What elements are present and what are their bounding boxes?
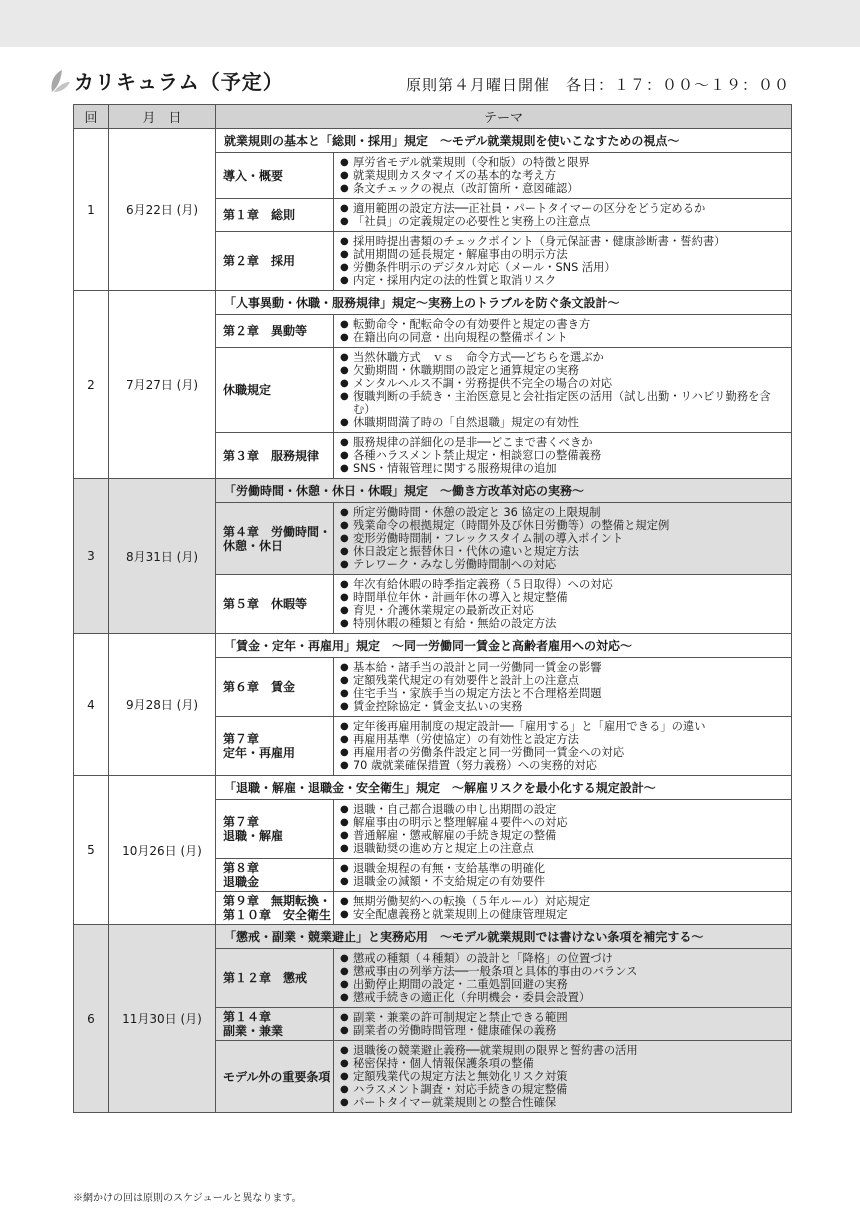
bullet-icon: ● (340, 1045, 349, 1056)
list-item (340, 816, 785, 829)
list-item (340, 862, 785, 875)
session-theme-heading: 「賃金・定年・再雇用」規定 ～同一労働同一賃金と高齢者雇用への対応～ (216, 634, 792, 658)
bullet-icon: ● (340, 618, 349, 629)
list-item-text: 副業者の労働時間管理・健康確保の義務 (353, 1024, 557, 1037)
chapter-name: モデル外の重要条項 (216, 1041, 334, 1113)
bullet-icon: ● (340, 378, 349, 389)
bullet-icon: ● (340, 1084, 349, 1095)
list-item-text: 懲戒手続きの適正化（弁明機会・委員会設置） (353, 991, 591, 1004)
bullet-icon: ● (340, 352, 349, 363)
list-item (340, 617, 785, 630)
list-item-text: 服務規律の詳細化の是非──どこまで書くべきか (353, 436, 593, 449)
bullet-icon: ● (340, 605, 349, 616)
chapter-items (334, 199, 792, 232)
chapter-items (334, 859, 792, 892)
list-item-text: 定額残業代の規定方法と無効化リスク対策 (353, 1070, 568, 1083)
list-item-text: 各種ハラスメント禁止規定・相談窓口の整備義務 (353, 449, 602, 462)
list-item (340, 1070, 785, 1083)
list-item-text: 就業規則カスタマイズの基本的な考え方 (353, 169, 557, 182)
list-item-text: 特別休暇の種類と有給・無給の設定方法 (353, 617, 557, 630)
list-item-text: 懲戒事由の列挙方法──一般条項と具体的事由のバランス (353, 965, 638, 978)
chapter-items (334, 800, 792, 859)
list-item (340, 895, 785, 908)
bullet-icon: ● (340, 592, 349, 603)
bullet-icon: ● (340, 1097, 349, 1108)
session-heading-row (74, 479, 792, 503)
bullet-icon: ● (340, 546, 349, 557)
bullet-icon: ● (340, 1025, 349, 1036)
session-date: 7月27日 (月) (109, 291, 216, 479)
list-item-text: 70 歳就業確保措置（努力義務）への実務的対応 (353, 759, 597, 772)
bullet-icon: ● (340, 662, 349, 673)
session-date: 6月22日 (月) (109, 129, 216, 291)
list-item (340, 591, 785, 604)
list-item-text: メンタルヘルス不調・労務提供不完全の場合の対応 (353, 377, 613, 390)
list-item-text: 安全配慮義務と就業規則上の健康管理規定 (353, 908, 568, 921)
list-item-text: 秘密保持・個人情報保護条項の整備 (353, 1057, 534, 1070)
list-item-text: 内定・採用内定の法的性質と取消リスク (353, 274, 557, 287)
bullet-icon: ● (340, 216, 349, 227)
list-item (340, 506, 785, 519)
list-item-text: 労働条件明示のデジタル対応（メール・SNS 活用） (353, 261, 616, 274)
session-theme-heading: 「人事異動・休職・服務規律」規定～実務上のトラブルを防ぐ条文設計～ (216, 291, 792, 315)
bullet-icon: ● (340, 275, 349, 286)
list-item-text: 副業・兼業の許可制規定と禁止できる範囲 (353, 1011, 568, 1024)
list-item-text: 懲戒の種類（４種類）の設計と「降格」の位置づけ (353, 952, 613, 965)
list-item (340, 156, 785, 169)
list-item-text: 普通解雇・懲戒解雇の手続き規定の整備 (353, 829, 557, 842)
chapter-items (334, 949, 792, 1008)
bullet-icon: ● (340, 675, 349, 686)
list-item (340, 377, 785, 390)
list-item (340, 558, 785, 571)
list-item (340, 331, 785, 344)
table-header-row (74, 105, 792, 129)
bullet-icon: ● (340, 319, 349, 330)
session-number: 2 (74, 291, 109, 479)
list-item (340, 169, 785, 182)
list-item-text: 変形労働時間制・フレックスタイム制の導入ポイント (353, 532, 624, 545)
list-item (340, 351, 785, 364)
chapter-name: 第７章 退職・解雇 (216, 800, 334, 859)
chapter-name: 第４章 労働時間・休憩・休日 (216, 503, 334, 575)
list-item-text: 復職判断の手続き・主治医意見と会社指定医の活用（試し出勤・リハビリ勤務を含む） (353, 390, 771, 416)
chapter-items (334, 232, 792, 291)
list-item-text: 採用時提出書類のチェックポイント（身元保証書・健康診断書・誓約書） (353, 235, 726, 248)
list-item-text: 再雇用基準（労使協定）の有効性と設定方法 (353, 733, 579, 746)
list-item-text: 在籍出向の同意・出向規程の整備ポイント (353, 331, 568, 344)
list-item (340, 364, 785, 377)
list-item (340, 1011, 785, 1024)
list-item-text: 条文チェックの視点（改訂箇所・意図確認） (353, 182, 579, 195)
list-item (340, 829, 785, 842)
list-item (340, 746, 785, 759)
chapter-name: 第９章 無期転換・第１０章 安全衛生 (216, 892, 334, 925)
column-header-date: 月 日 (109, 105, 216, 129)
chapter-items (334, 433, 792, 479)
session-number: 1 (74, 129, 109, 291)
bullet-icon: ● (340, 236, 349, 247)
chapter-name: 導入・概要 (216, 153, 334, 199)
bullet-icon: ● (340, 734, 349, 745)
session-date: 8月31日 (月) (109, 479, 216, 634)
list-item-text: 定額残業代規定の有効要件と設計上の注意点 (353, 674, 579, 687)
list-item-text: 所定労働時間・休憩の設定と 36 協定の上限規制 (353, 506, 601, 519)
list-item-text: 住宅手当・家族手当の規定方法と不合理格差問題 (353, 687, 602, 700)
list-item-text: 休日設定と振替休日・代休の違いと規定方法 (353, 545, 579, 558)
list-item (340, 436, 785, 449)
list-item (340, 248, 785, 261)
bullet-icon: ● (340, 804, 349, 815)
leaf-icon (48, 68, 72, 94)
session-theme-heading: 「退職・解雇・退職金・安全衛生」規定 ～解雇リスクを最小化する規定設計～ (216, 776, 792, 800)
session-number: 3 (74, 479, 109, 634)
bullet-icon: ● (340, 760, 349, 771)
chapter-items (334, 315, 792, 348)
list-item (340, 1057, 785, 1070)
bullet-icon: ● (340, 520, 349, 531)
bullet-icon: ● (340, 391, 349, 402)
list-item-text: 適用範囲の設定方法──正社員・パートタイマーの区分をどう定めるか (353, 202, 706, 215)
list-item-text: 解雇事由の明示と整理解雇４要件への対応 (353, 816, 568, 829)
list-item (340, 965, 785, 978)
list-item-text: 出勤停止期間の設定・二重処罰回避の実務 (353, 978, 568, 991)
page-header (48, 66, 790, 100)
list-item (340, 182, 785, 195)
chapter-name: 第１２章 懲戒 (216, 949, 334, 1008)
bullet-icon: ● (340, 332, 349, 343)
bullet-icon: ● (340, 830, 349, 841)
bullet-icon: ● (340, 365, 349, 376)
bullet-icon: ● (340, 992, 349, 1003)
session-date: 10月26日 (月) (109, 776, 216, 925)
list-item (340, 908, 785, 921)
session-heading-row (74, 925, 792, 949)
list-item-text: 定年後再雇用制度の規定設計──「雇用する」と「雇用できる」の違い (353, 720, 706, 733)
list-item (340, 545, 785, 558)
session-heading-row (74, 634, 792, 658)
list-item (340, 1044, 785, 1057)
list-item (340, 202, 785, 215)
list-item-text: 賃金控除協定・賃金支払いの実務 (353, 700, 523, 713)
bullet-icon: ● (340, 203, 349, 214)
list-item (340, 318, 785, 331)
list-item (340, 274, 785, 287)
footnote: ※網かけの回は原則のスケジュールと異なります。 (73, 1193, 302, 1204)
list-item-text: 再雇用者の労働条件設定と同一労働同一賃金への対応 (353, 746, 625, 759)
page-title: カリキュラム（予定） (74, 70, 284, 94)
chapter-name: 第７章 定年・再雇用 (216, 717, 334, 776)
bullet-icon: ● (340, 721, 349, 732)
chapter-items (334, 1041, 792, 1113)
top-band (0, 0, 860, 47)
bullet-icon: ● (340, 909, 349, 920)
session-number: 4 (74, 634, 109, 776)
bullet-icon: ● (340, 1012, 349, 1023)
list-item-text: ハラスメント調査・対応手続きの規定整備 (353, 1083, 568, 1096)
list-item (340, 261, 785, 274)
bullet-icon: ● (340, 170, 349, 181)
bullet-icon: ● (340, 1071, 349, 1082)
list-item (340, 215, 785, 228)
list-item (340, 661, 785, 674)
list-item (340, 449, 785, 462)
list-item-text: 時間単位年休・計画年休の導入と規定整備 (353, 591, 568, 604)
list-item-text: テレワーク・みなし労働時間制への対応 (353, 558, 557, 571)
chapter-name: 第３章 服務規律 (216, 433, 334, 479)
list-item-text: 残業命令の根拠規定（時間外及び休日労働等）の整備と規定例 (353, 519, 670, 532)
bullet-icon: ● (340, 863, 349, 874)
chapter-items (334, 1008, 792, 1041)
list-item-text: 試用期間の延長規定・解雇事由の明示方法 (353, 248, 568, 261)
bullet-icon: ● (340, 533, 349, 544)
session-heading-row (74, 291, 792, 315)
list-item (340, 416, 785, 429)
list-item (340, 604, 785, 617)
list-item (340, 720, 785, 733)
list-item-text: 退職勧奨の進め方と規定上の注意点 (353, 842, 534, 855)
chapter-name: 第８章 退職金 (216, 859, 334, 892)
chapter-items (334, 153, 792, 199)
list-item (340, 952, 785, 965)
bullet-icon: ● (340, 701, 349, 712)
schedule-note: 原則第４月曜日開催 各日：１７：００～１９：００ (405, 76, 790, 94)
bullet-icon: ● (340, 463, 349, 474)
bullet-icon: ● (340, 843, 349, 854)
curriculum-table (73, 104, 792, 1113)
session-date: 9月28日 (月) (109, 634, 216, 776)
chapter-name: 第２章 異動等 (216, 315, 334, 348)
list-item (340, 390, 785, 416)
bullet-icon: ● (340, 688, 349, 699)
bullet-icon: ● (340, 747, 349, 758)
list-item (340, 1096, 785, 1109)
list-item (340, 519, 785, 532)
bullet-icon: ● (340, 979, 349, 990)
list-item-text: 無期労働契約への転換（５年ルール）対応規定 (353, 895, 591, 908)
bullet-icon: ● (340, 559, 349, 570)
session-theme-heading: 「労働時間・休憩・休日・休暇」規定 ～働き方改革対応の実務～ (216, 479, 792, 503)
list-item-text: 退職後の競業避止義務──就業規則の限界と誓約書の活用 (353, 1044, 638, 1057)
list-item (340, 978, 785, 991)
session-heading-row (74, 776, 792, 800)
bullet-icon: ● (340, 437, 349, 448)
list-item (340, 842, 785, 855)
session-theme-heading: 「懲戒・副業・競業避止」と実務応用 ～モデル就業規則では書けない条項を補完する～ (216, 925, 792, 949)
bullet-icon: ● (340, 450, 349, 461)
bullet-icon: ● (340, 507, 349, 518)
chapter-items (334, 892, 792, 925)
list-item (340, 733, 785, 746)
column-header-number: 回 (74, 105, 109, 129)
bullet-icon: ● (340, 183, 349, 194)
list-item-text: 厚労省モデル就業規則（令和版）の特徴と限界 (353, 156, 590, 169)
column-header-theme: テーマ (216, 105, 792, 129)
chapter-items (334, 503, 792, 575)
list-item (340, 875, 785, 888)
list-item-text: SNS・情報管理に関する服務規律の追加 (353, 462, 557, 475)
chapter-items (334, 348, 792, 433)
bullet-icon: ● (340, 966, 349, 977)
bullet-icon: ● (340, 896, 349, 907)
list-item (340, 759, 785, 772)
bullet-icon: ● (340, 249, 349, 260)
list-item-text: 育児・介護休業規定の最新改正対応 (353, 604, 534, 617)
list-item-text: 退職・自己都合退職の申し出期間の設定 (353, 803, 557, 816)
list-item (340, 687, 785, 700)
bullet-icon: ● (340, 817, 349, 828)
session-heading-row (74, 129, 792, 153)
bullet-icon: ● (340, 579, 349, 590)
session-number: 6 (74, 925, 109, 1113)
list-item (340, 674, 785, 687)
list-item (340, 700, 785, 713)
list-item (340, 532, 785, 545)
bullet-icon: ● (340, 157, 349, 168)
bullet-icon: ● (340, 262, 349, 273)
list-item-text: 基本給・諸手当の設計と同一労働同一賃金の影響 (353, 661, 602, 674)
bullet-icon: ● (340, 953, 349, 964)
chapter-name: 第５章 休暇等 (216, 575, 334, 634)
session-date: 11月30日 (月) (109, 925, 216, 1113)
list-item-text: 「社員」の定義規定の必要性と実務上の注意点 (353, 215, 591, 228)
bullet-icon: ● (340, 876, 349, 887)
list-item-text: 欠勤期間・休職期間の設定と通算規定の実務 (353, 364, 579, 377)
list-item-text: 退職金の減額・不支給規定の有効要件 (353, 875, 546, 888)
list-item-text: 休職期間満了時の「自然退職」規定の有効性 (353, 416, 579, 429)
chapter-name: 休職規定 (216, 348, 334, 433)
list-item-text: パートタイマー就業規則との整合性確保 (353, 1096, 557, 1109)
list-item-text: 転勤命令・配転命令の有効要件と規定の書き方 (353, 318, 591, 331)
list-item (340, 803, 785, 816)
bullet-icon: ● (340, 417, 349, 428)
list-item (340, 462, 785, 475)
chapter-items (334, 658, 792, 717)
session-number: 5 (74, 776, 109, 925)
chapter-items (334, 717, 792, 776)
chapter-name: 第１４章 副業・兼業 (216, 1008, 334, 1041)
list-item (340, 991, 785, 1004)
chapter-name: 第６章 賃金 (216, 658, 334, 717)
list-item (340, 1083, 785, 1096)
session-theme-heading: 就業規則の基本と「総則・採用」規定 ～モデル就業規則を使いこなすための視点～ (216, 129, 792, 153)
chapter-name: 第２章 採用 (216, 232, 334, 291)
list-item (340, 578, 785, 591)
chapter-name: 第１章 総則 (216, 199, 334, 232)
list-item (340, 235, 785, 248)
curriculum-body (74, 129, 792, 1113)
list-item (340, 1024, 785, 1037)
bullet-icon: ● (340, 1058, 349, 1069)
list-item-text: 年次有給休暇の時季指定義務（５日取得）への対応 (353, 578, 613, 591)
chapter-items (334, 575, 792, 634)
list-item-text: 退職金規程の有無・支給基準の明確化 (353, 862, 546, 875)
list-item-text: 当然休職方式 ｖｓ 命令方式──どちらを選ぶか (353, 351, 604, 364)
